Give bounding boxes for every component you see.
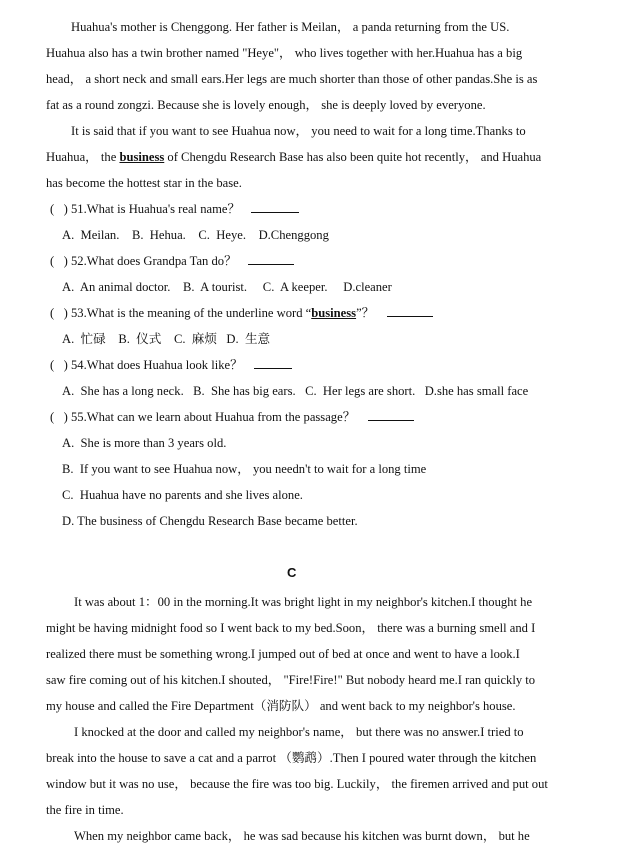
passage-c-line: I knocked at the door and called my neighbor's name， but there was no answer.I tried to [74,725,524,739]
passage-b-line: Huahua's mother is Chenggong. Her father is Meilan， a panda returning from the US. [71,20,510,34]
question-55-option: B. If you want to see Huahua now， you needn't to wait for a long time [62,462,427,476]
question-stem: ( ) 52.What does Grandpa Tan do？ [50,254,237,268]
passage-c-line: the fire in time. [46,803,124,817]
question-54-options: A. She has a long neck. B. She has big ears. C. Her legs are short. D.she has small face [62,384,529,398]
question-stem: ( ) 54.What does Huahua look like？ [50,358,243,372]
question-51 [50,201,299,217]
passage-c-line: realized there must be something wrong.I jumped out of bed at once and went to have a look.I [46,647,520,661]
passage-c-line: When my neighbor came back， he was sad because his kitchen was burnt down， but he [74,829,530,843]
answer-blank[interactable] [387,305,433,317]
question-55-option: C. Huahua have no parents and she lives alone. [62,488,303,502]
passage-b-text: of Chengdu Research Base has also been quite hot recently， and Huahua [164,150,542,164]
passage-c-line: saw fire coming out of his kitchen.I shouted， "Fire!Fire!" But nobody heard me.I ran quickly to [46,673,536,687]
passage-c-line: window but it was no use， because the fire was too big. Luckily， the firemen arrived and put out [46,777,548,791]
passage-c-line: break into the house to save a cat and a parrot （鹦鹉）.Then I poured water through the kitchen [46,751,537,765]
passage-c-line: my house and called the Fire Department（消防队） and went back to my neighbor's house. [46,699,516,713]
question-52 [50,253,294,269]
question-55-option: A. She is more than 3 years old. [62,436,227,450]
answer-blank[interactable] [254,357,292,369]
question-52-options: A. An animal doctor. B. A tourist. C. A keeper. D.cleaner [62,280,392,294]
passage-b-line: head， a short neck and small ears.Her legs are much shorter than those of other pandas.She is as [46,72,538,86]
question-55 [50,409,414,425]
question-stem: ( ) 55.What can we learn about Huahua from the passage？ [50,410,356,424]
passage-c-line: might be having midnight food so I went back to my bed.Soon， there was a burning smell and I [46,621,536,635]
passage-b-line: It is said that if you want to see Huahua now， you need to wait for a long time.Thanks to [71,124,526,138]
question-stem: ”？ [356,306,375,320]
passage-b-line: fat as a round zongzi. Because she is lovely enough， she is deeply loved by everyone. [46,98,486,112]
passage-c-line: It was about 1：00 in the morning.It was bright light in my neighbor's kitchen.I thought he [74,595,533,609]
section-heading: C [287,565,297,580]
question-stem: ( ) 53.What is the meaning of the underline word “ [50,306,312,320]
passage-b-line: has become the hottest star in the base. [46,176,242,190]
underlined-word: business [119,150,165,164]
question-53-options: A. 忙碌 B. 仪式 C. 麻烦 D. 生意 [62,332,271,346]
question-53 [50,305,433,321]
answer-blank[interactable] [248,253,294,265]
question-55-option: D. The business of Chengdu Research Base became better. [62,514,358,528]
question-stem: ( ) 51.What is Huahua's real name？ [50,202,241,216]
passage-b-line: Huahua also has a twin brother named "Heye"， who lives together with her.Huahua has a big [46,46,523,60]
answer-blank[interactable] [251,201,299,213]
question-51-options: A. Meilan. B. Hehua. C. Heye. D.Chenggong [62,228,329,242]
answer-blank[interactable] [368,409,414,421]
question-54 [50,357,292,373]
passage-b-text: Huahua， the [46,150,120,164]
underlined-word: business [311,306,357,320]
passage-b-line [46,149,541,165]
